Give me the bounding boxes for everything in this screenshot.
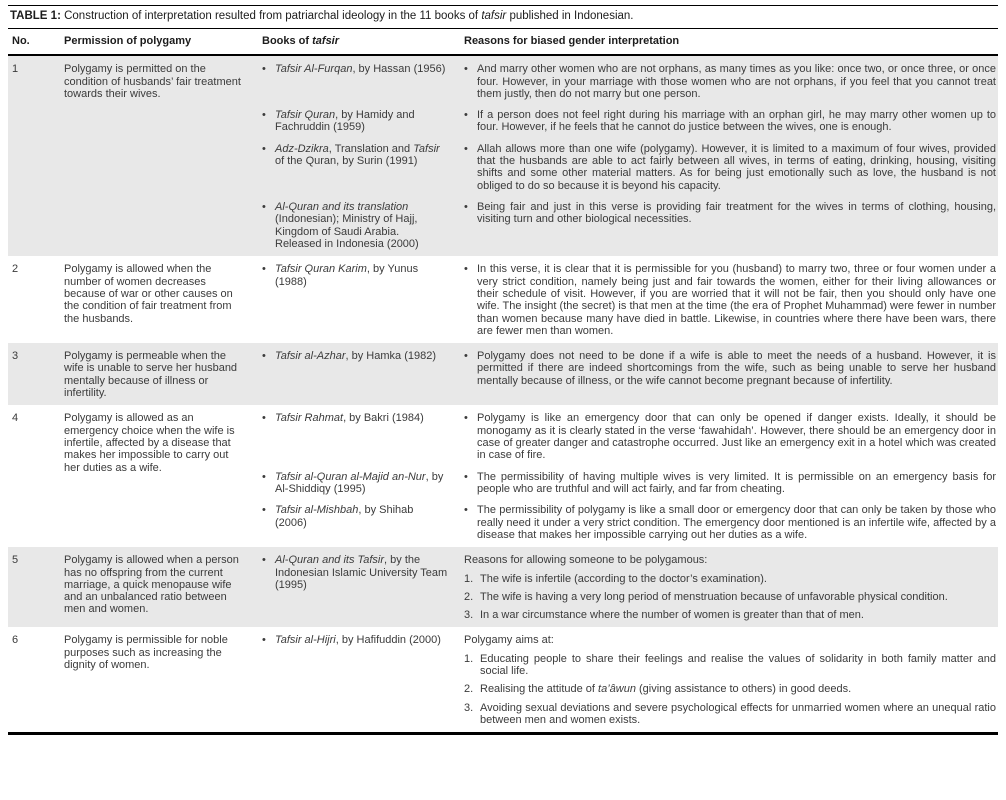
row-number: 5: [12, 554, 19, 567]
column-header-books: Books of tafsir: [262, 34, 340, 47]
reasons-cell: [464, 263, 996, 337]
bullet-icon: •: [464, 201, 468, 213]
row-number: 3: [12, 350, 19, 363]
reason-item-text: Polygamy is like an emergency door that can only be opened if danger exists. Ideally, it should be monogamy as it is clearly stated in the verse ‘fawahidah’. However, there should be an emergency door in case of greater danger and catastrophe occurred. Just like an emergency exit in a hotel which was created in case of fire.: [477, 412, 996, 462]
item-number: 3.: [464, 701, 474, 714]
book-item-text: Tafsir Quran, by Hamidy and Fachruddin (1959): [275, 109, 415, 134]
bullet-icon: •: [464, 263, 468, 276]
reason-numbered-item: [464, 653, 996, 678]
bullet-icon: •: [262, 201, 266, 213]
book-reason-pair: [262, 412, 996, 461]
book-item-text: Adz-Dzikra, Translation and Tafsir of the Quran, by Surin (1991): [275, 142, 440, 168]
reason-numbered-item: [464, 573, 996, 585]
bullet-icon: •: [262, 554, 266, 567]
reasons-cell: [464, 471, 996, 496]
book-reason-pair: [262, 109, 996, 134]
table-header-row: [8, 29, 998, 54]
bullet-icon: •: [262, 470, 266, 483]
bullet-icon: •: [262, 263, 266, 276]
book-reason-pair: [262, 143, 996, 192]
reason-item: [464, 412, 996, 461]
reasons-cell: [464, 350, 996, 387]
reason-numbered-text: Educating people to share their feelings and realise the values of solidarity in both family matter and social life.: [480, 652, 996, 678]
reasons-cell: [464, 504, 996, 541]
reason-item: [464, 109, 996, 134]
book-reason-pair: [262, 350, 996, 387]
books-cell: [262, 109, 464, 134]
reason-numbered-text: Avoiding sexual deviations and severe psychological effects for unmarried women where an unequal ratio between men and women exists.: [480, 701, 996, 726]
item-number: 2.: [464, 683, 474, 696]
item-number: 3.: [464, 609, 474, 622]
table-row-2: [8, 256, 998, 343]
bullet-icon: •: [262, 109, 266, 122]
bullet-icon: •: [464, 504, 468, 517]
book-item: [262, 201, 448, 250]
bullet-icon: •: [464, 350, 468, 363]
books-and-reasons: [262, 350, 996, 399]
reason-item: [464, 504, 996, 541]
bullet-icon: •: [262, 634, 266, 647]
book-item-text: Tafsir al-Mishbah, by Shihab (2006): [275, 504, 414, 529]
reason-item-text: In this verse, it is clear that it is permissible for you (husband) to marry two, three or four women under a very strict condition, namely being just and fair towards the women, either for their living allowances or their schedule of visit. However, if you are worried that it will not be fair, then you should only have one wife. The insight (the secret) is that men at the time (the era of Prophet Muhammad) were fewer in number than women because many have died in battle. Likewise, in countries where there have been wars, there are fewer men than women.: [477, 263, 996, 337]
table-title: TABLE 1: Construction of interpretation resulted from patriarchal ideology in the 11 books of tafsir published in Indonesian.: [10, 10, 634, 22]
permission-text: Polygamy is permeable when the wife is unable to serve her husband mentally because of illness or infertility.: [64, 350, 238, 400]
bullet-icon: •: [262, 350, 266, 363]
reasons-cell: [464, 143, 996, 192]
book-item: [262, 634, 448, 646]
reason-item: [464, 350, 996, 387]
reason-item-text: The permissibility of having multiple wives is very limited. It is permissible on an emergency basis for people who are truthful and will act fairly, and far from cheating.: [477, 470, 996, 495]
table-row-4: [8, 405, 998, 547]
book-item-text: Tafsir Rahmat, by Bakri (1984): [275, 412, 424, 425]
reason-intro: Reasons for allowing someone to be polygamous:: [464, 554, 708, 567]
books-and-reasons: [262, 412, 996, 541]
book-item-text: Tafsir al-Quran al-Majid an-Nur, by Al-Shiddiqy (1995): [275, 470, 444, 495]
reasons-cell: [464, 201, 996, 250]
book-reason-pair: [262, 201, 996, 250]
reasons-cell: [464, 554, 996, 621]
reasons-cell: [464, 63, 996, 100]
permission-text: Polygamy is allowed as an emergency choice when the wife is infertile, affected by a disease that makes her impossible to carry out her duties as a wife.: [64, 412, 235, 474]
bullet-icon: •: [464, 109, 468, 122]
book-reason-pair: [262, 554, 996, 621]
bullet-icon: •: [464, 142, 468, 155]
table-row-5: [8, 547, 998, 627]
reason-numbered-text: Realising the attitude of ta’âwun (giving assistance to others) in good deeds.: [480, 683, 852, 696]
bullet-icon: •: [262, 142, 266, 155]
reason-item: [464, 63, 996, 100]
books-cell: [262, 63, 464, 100]
item-number: 1.: [464, 572, 474, 585]
reason-numbered-text: In a war circumstance where the number of women is greater than that of men.: [480, 609, 864, 622]
book-item: [262, 504, 448, 529]
books-and-reasons: [262, 634, 996, 726]
row-number: 2: [12, 263, 19, 276]
books-cell: [262, 504, 464, 541]
book-item: [262, 263, 448, 288]
table-row-6: [8, 627, 998, 732]
bullet-icon: •: [464, 412, 468, 425]
book-item-text: Tafsir Quran Karim, by Yunus (1988): [275, 263, 419, 288]
reason-item: [464, 471, 996, 496]
books-cell: [262, 201, 464, 250]
column-header-no: No.: [12, 34, 30, 47]
reason-item-text: Allah allows more than one wife (polygamy). However, it is limited to a maximum of four wives, provided that the husbands are able to act fairly between all wives, in terms of eating, drinking, housing, visiting shifts and some other material matters. As for being just emotionally such as love, the husband is not obliged to do so because it is beyond his capacity.: [477, 142, 996, 192]
book-reason-pair: [262, 263, 996, 337]
reasons-cell: [464, 634, 996, 726]
books-cell: [262, 143, 464, 192]
reason-numbered-text: The wife is having a very long period of menstruation because of unfavorable physical condition.: [480, 590, 948, 603]
bullet-icon: •: [262, 63, 266, 76]
book-item-text: Tafsir al-Azhar, by Hamka (1982): [275, 350, 436, 363]
reason-numbered-item: [464, 683, 996, 695]
column-header-permission: Permission of polygamy: [64, 34, 192, 47]
reasons-cell: [464, 412, 996, 461]
books-cell: [262, 634, 464, 726]
book-item: [262, 143, 448, 168]
book-reason-pair: [262, 471, 996, 496]
bullet-icon: •: [464, 63, 468, 76]
books-and-reasons: [262, 63, 996, 250]
reason-item: [464, 263, 996, 337]
books-cell: [262, 350, 464, 387]
reason-item: [464, 143, 996, 192]
book-item-text: Tafsir Al-Furqan, by Hassan (1956): [275, 63, 446, 76]
row-number: 4: [12, 412, 19, 425]
table-row-3: [8, 343, 998, 405]
books-and-reasons: [262, 263, 996, 337]
reasons-cell: [464, 109, 996, 134]
item-number: 2.: [464, 590, 474, 603]
books-cell: [262, 263, 464, 337]
book-item-text: Al-Quran and its translation (Indonesian); Ministry of Hajj, Kingdom of Saudi Arabia. Released in Indonesia (2000): [275, 201, 419, 250]
bullet-icon: •: [464, 470, 468, 483]
reason-numbered-text: The wife is infertile (according to the doctor’s examination).: [480, 572, 767, 585]
reason-intro: Polygamy aims at:: [464, 634, 554, 647]
reason-numbered-item: [464, 609, 996, 621]
permission-text: Polygamy is permissible for noble purposes such as increasing the dignity of women.: [64, 634, 228, 672]
books-cell: [262, 471, 464, 496]
bullet-icon: •: [262, 504, 266, 517]
permission-text: Polygamy is allowed when the number of women decreases because of war or other causes on the condition of fair treatment from the husbands.: [64, 263, 233, 325]
row-number: 6: [12, 634, 19, 647]
book-item: [262, 412, 448, 424]
reason-item: [464, 201, 996, 226]
item-number: 1.: [464, 652, 474, 665]
reason-item-text: And marry other women who are not orphans, as many times as you like: once two, or once three, or once four. However, in your marriage with those women who are not orphans, if you feel that you cannot treat them justly, then do not marry but one person.: [477, 63, 996, 100]
row-number: 1: [12, 63, 19, 76]
column-header-reasons: Reasons for biased gender interpretation: [464, 34, 680, 47]
book-item: [262, 350, 448, 362]
reason-item-text: Polygamy does not need to be done if a wife is able to meet the needs of a husband. However, it is permitted if there are indeed shortcomings from the wife, such as being unable to serve her husband mentally because of illness, or the wife cannot become pregnant because of infertility.: [477, 350, 996, 387]
book-item-text: Tafsir al-Hijri, by Hafifuddin (2000): [275, 634, 441, 647]
books-and-reasons: [262, 554, 996, 621]
reason-item-text: If a person does not feel right during his marriage with an orphan girl, he may marry other women up to four. However, if he feels that he cannot do justice between the wives, one is enough.: [477, 109, 996, 134]
bullet-icon: •: [262, 412, 266, 425]
permission-text: Polygamy is allowed when a person has no offspring from the current marriage, a quick menopause wife and an unbalanced ratio between men and women.: [64, 554, 239, 616]
book-item: [262, 63, 448, 75]
table-body: [8, 56, 998, 732]
book-item: [262, 109, 448, 134]
book-item-text: Al-Quran and its Tafsir, by the Indonesian Islamic University Team (1995): [275, 554, 448, 591]
book-item: [262, 554, 448, 591]
books-cell: [262, 554, 464, 621]
reason-item-text: The permissibility of polygamy is like a small door or emergency door that can only be taken by those who really need it under a very strict condition. The emergency door mentioned is an infertile wife, affected by a disease that makes her impossible carrying out her duties as a wife.: [477, 504, 996, 541]
book-reason-pair: [262, 63, 996, 100]
permission-text: Polygamy is permitted on the condition of husbands’ fair treatment towards their wives.: [64, 63, 241, 100]
book-item: [262, 471, 448, 496]
reason-numbered-item: [464, 591, 996, 603]
bottom-rule: [8, 732, 998, 735]
reason-numbered-item: [464, 702, 996, 727]
book-reason-pair: [262, 634, 996, 726]
reason-item-text: Being fair and just in this verse is providing fair treatment for the wives in terms of clothing, housing, visiting turn and other biological necessities.: [477, 201, 996, 226]
books-cell: [262, 412, 464, 461]
table-row-1: [8, 56, 998, 256]
book-reason-pair: [262, 504, 996, 541]
